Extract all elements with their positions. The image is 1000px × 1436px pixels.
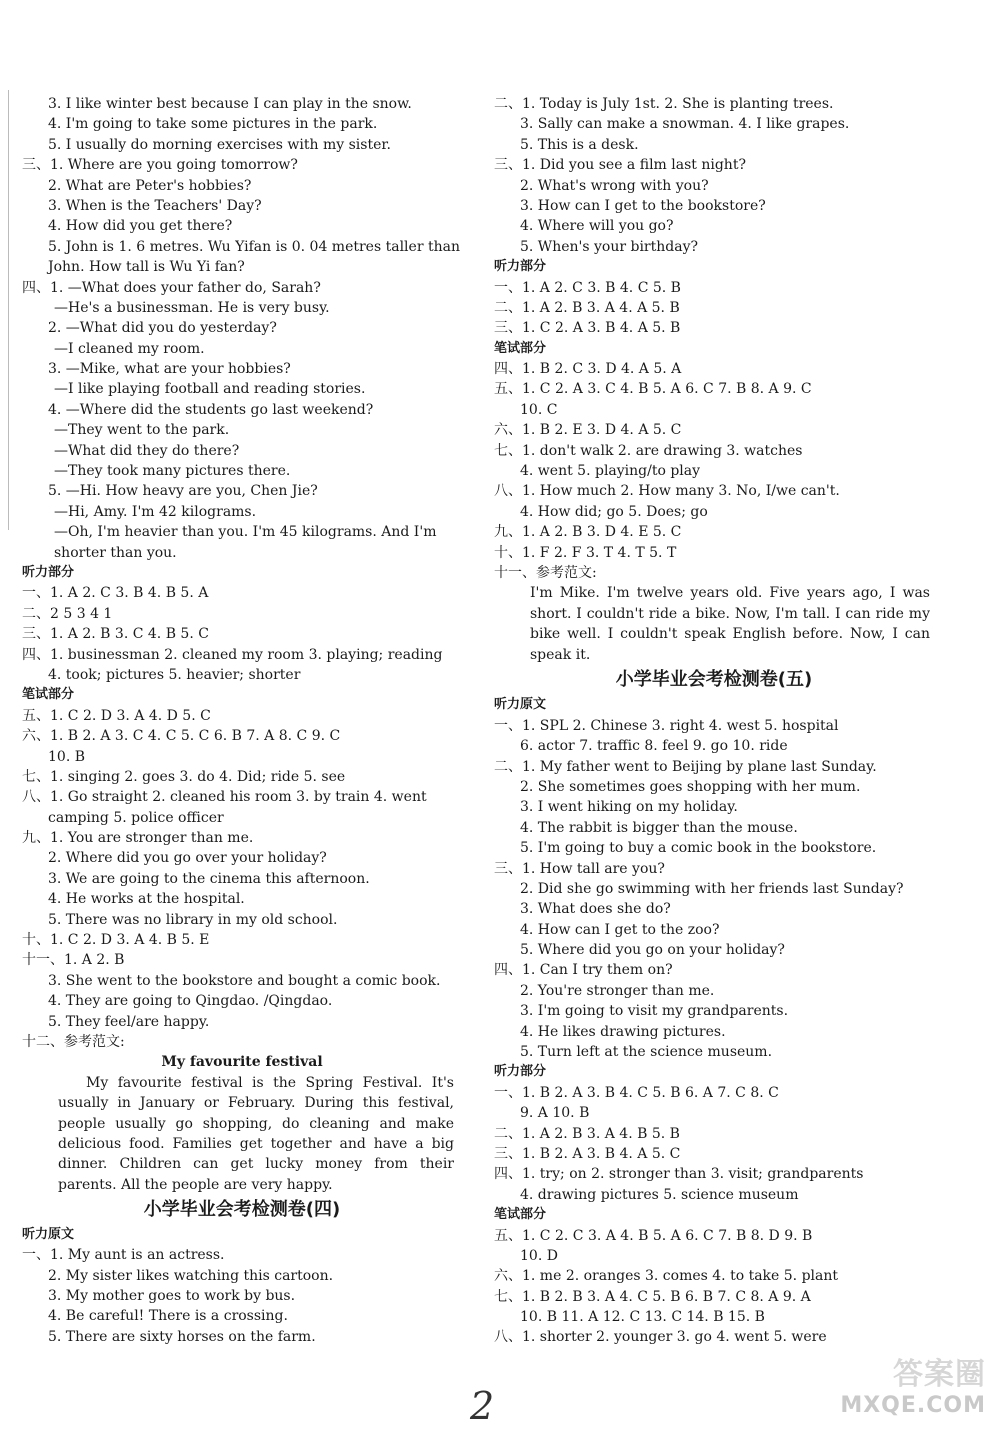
answer-line: 6. actor 7. traffic 8. feel 9. go 10. ride	[520, 738, 788, 755]
answer-line: 5. There was no library in my old school.	[48, 911, 338, 928]
answer-line: 5. —Hi. How heavy are you, Chen Jie?	[48, 483, 318, 500]
answer-line: 3. I like winter best because I can play in the snow.	[48, 96, 412, 112]
answer-line: 十、1. C 2. D 3. A 4. B 5. E	[22, 932, 210, 949]
answer-line: 一、1. My aunt is an actress.	[22, 1247, 225, 1264]
answer-line: 二、2 5 3 4 1	[22, 605, 113, 622]
answer-line: 5. This is a desk.	[520, 136, 639, 153]
answer-line: 八、1. How much 2. How many 3. No, I/we can't.	[494, 483, 840, 500]
answer-line: 5. I'm going to buy a comic book in the bookstore.	[520, 840, 877, 857]
answer-line: 四、1. B 2. C 3. D 4. A 5. A	[494, 361, 682, 378]
answer-line: 2. —What did you do yesterday?	[48, 320, 277, 337]
answer-line: 十一、1. A 2. B	[22, 952, 125, 969]
answer-line: 三、1. How tall are you?	[494, 860, 665, 877]
answer-line: 4. Be careful! There is a crossing.	[48, 1308, 288, 1325]
answer-line: shorter than you.	[54, 544, 177, 561]
answer-line: 10. B	[48, 748, 86, 765]
answer-line: 2. You're stronger than me.	[520, 982, 715, 999]
answer-line: 六、1. B 2. E 3. D 4. A 5. C	[494, 422, 682, 439]
essay-paragraph: My favourite festival is the Spring Festival. It's usually in January or February. During this festival, people usually go shopping, do cleaning and make delicious food. Families get together and have a big dinner. Children can get lucky money from their parents. All the people are very happy.	[58, 1074, 454, 1193]
answer-line: —I cleaned my room.	[54, 340, 205, 357]
answer-line: 2. What are Peter's hobbies?	[48, 177, 252, 194]
answer-line: 二、1. Today is July 1st. 2. She is planting trees.	[494, 96, 834, 112]
answer-line: —What did they do there?	[54, 442, 240, 459]
answer-line: —He's a businessman. He is very busy.	[54, 299, 330, 316]
section-heading: 听力部分	[494, 259, 547, 275]
right-column	[494, 94, 934, 1348]
section-heading: 笔试部分	[22, 687, 75, 703]
answer-line: 四、1. try; on 2. stronger than 3. visit; grandparents	[494, 1166, 864, 1183]
watermark-url: MXQE.COM	[840, 1393, 986, 1418]
essay-title: My favourite festival	[161, 1054, 323, 1071]
answer-line: —They took many pictures there.	[54, 463, 291, 480]
answer-line: 3. When is the Teachers' Day?	[48, 197, 262, 214]
answer-line: 十一、参考范文:	[494, 564, 597, 581]
answer-line: 5. John is 1. 6 metres. Wu Yifan is 0. 04 metres taller than	[48, 238, 460, 255]
answer-line: 5. When's your birthday?	[520, 238, 698, 255]
answer-line: 10. C	[520, 401, 558, 418]
answer-line: 2. She sometimes goes shopping with her mum.	[520, 778, 861, 795]
answer-line: 2. Where did you go over your holiday?	[48, 850, 327, 867]
section-heading: 听力部分	[494, 1064, 547, 1080]
answer-line: 九、1. A 2. B 3. D 4. E 5. C	[494, 524, 682, 541]
answer-line: 二、1. My father went to Beijing by plane last Sunday.	[494, 758, 877, 775]
answer-line: 3. How can I get to the bookstore?	[520, 197, 766, 214]
answer-line: 5. Where did you go on your holiday?	[520, 942, 785, 959]
page-number: 2	[470, 1384, 495, 1428]
answer-line: 三、1. B 2. A 3. B 4. A 5. C	[494, 1145, 681, 1162]
right-answer-lines	[494, 94, 934, 583]
answer-line: 4. Where will you go?	[520, 218, 674, 235]
answer-line: 5. Turn left at the science museum.	[520, 1044, 773, 1061]
answer-line: —They went to the park.	[54, 422, 230, 439]
answer-line: 七、1. singing 2. goes 3. do 4. Did; ride 5. see	[22, 768, 346, 785]
answer-line: 3. We are going to the cinema this afternoon.	[48, 870, 370, 887]
watermark-logo-text: 答案圈	[893, 1357, 986, 1392]
answer-line: 2. Did she go swimming with her friends last Sunday?	[520, 880, 904, 897]
answer-line: 四、1. businessman 2. cleaned my room 3. playing; reading	[22, 646, 443, 663]
answer-line: 4. went 5. playing/to play	[520, 463, 701, 480]
answer-line: 四、1. —What does your father do, Sarah?	[22, 279, 321, 296]
answer-line: 4. drawing pictures 5. science museum	[520, 1186, 799, 1203]
section-heading: 笔试部分	[494, 340, 547, 356]
answer-line: 3. My mother goes to work by bus.	[48, 1287, 296, 1304]
left-margin-rule	[8, 90, 9, 530]
section-heading: 听力部分	[22, 564, 75, 580]
answer-line: 九、1. You are stronger than me.	[22, 830, 254, 847]
answer-line: —I like playing football and reading stories.	[54, 381, 366, 398]
answer-line: 4. How can I get to the zoo?	[520, 921, 720, 938]
test-4-title: 小学毕业会考检测卷(四)	[143, 1198, 341, 1220]
answer-line: 4. —Where did the students go last weekend?	[48, 401, 374, 418]
section-heading: 笔试部分	[494, 1207, 547, 1223]
answer-line: 3. I'm going to visit my grandparents.	[520, 1003, 789, 1020]
answer-line: 十二、参考范文:	[22, 1033, 125, 1050]
answer-line: 三、1. A 2. B 3. C 4. B 5. C	[22, 626, 209, 643]
answer-line: 一、1. B 2. A 3. B 4. C 5. B 6. A 7. C 8. C	[494, 1084, 779, 1101]
test-5-lines	[494, 695, 934, 1348]
answer-line: 十、1. F 2. F 3. T 4. T 5. T	[494, 544, 677, 561]
answer-line: 4. I'm going to take some pictures in the park.	[48, 116, 378, 133]
section-heading: 听力原文	[22, 1226, 75, 1242]
answer-line: 3. What does she do?	[520, 901, 671, 918]
test-5-title: 小学毕业会考检测卷(五)	[615, 669, 813, 691]
answer-line: 六、1. B 2. A 3. C 4. C 5. C 6. B 7. A 8. C 9. C	[22, 728, 341, 745]
answer-line: 3. I went hiking on my holiday.	[520, 799, 738, 816]
answer-line: 五、1. C 2. C 3. A 4. B 5. A 6. C 7. B 8. D 9. B	[494, 1227, 813, 1244]
answer-line: 二、1. A 2. B 3. A 4. B 5. B	[494, 1125, 680, 1142]
answer-line: 3. Sally can make a snowman. 4. I like grapes.	[520, 116, 850, 133]
left-column	[22, 94, 462, 1347]
answer-line: —Hi, Amy. I'm 42 kilograms.	[54, 503, 257, 520]
answer-line: 9. A 10. B	[520, 1105, 590, 1122]
answer-line: 三、1. C 2. A 3. B 4. A 5. B	[494, 320, 681, 337]
answer-line: 10. D	[520, 1247, 558, 1264]
answer-line: 一、1. A 2. C 3. B 4. B 5. A	[22, 585, 209, 602]
answer-line: 4. He likes drawing pictures.	[520, 1023, 726, 1040]
answer-line: John. How tall is Wu Yi fan?	[48, 259, 245, 276]
answer-line: 五、1. C 2. A 3. C 4. B 5. A 6. C 7. B 8. A 9. C	[494, 381, 812, 398]
answer-line: 二、1. A 2. B 3. A 4. A 5. B	[494, 299, 680, 316]
answer-line: 4. How did; go 5. Does; go	[520, 503, 708, 520]
answer-line: 3. She went to the bookstore and bought a comic book.	[48, 972, 441, 989]
section-heading: 听力原文	[494, 697, 547, 713]
answer-line: 一、1. SPL 2. Chinese 3. right 4. west 5. hospital	[494, 717, 839, 734]
answer-line: 七、1. B 2. B 3. A 4. C 5. B 6. B 7. C 8. A 9. A	[494, 1288, 811, 1305]
answer-line: 3. —Mike, what are your hobbies?	[48, 361, 291, 378]
answer-line: 五、1. C 2. D 3. A 4. D 5. C	[22, 707, 211, 724]
answer-line: 2. My sister likes watching this cartoon.	[48, 1267, 334, 1284]
answer-line: 4. He works at the hospital.	[48, 891, 245, 908]
answer-line: 六、1. me 2. oranges 3. comes 4. to take 5. plant	[494, 1268, 839, 1285]
answer-line: 三、1. Where are you going tomorrow?	[22, 157, 298, 174]
answer-line: 5. There are sixty horses on the farm.	[48, 1328, 316, 1345]
answer-line: 一、1. A 2. C 3. B 4. C 5. B	[494, 279, 681, 296]
answer-line: 10. B 11. A 12. C 13. C 14. B 15. B	[520, 1309, 765, 1326]
answer-line: 4. took; pictures 5. heavier; shorter	[48, 666, 301, 683]
test-4-lines	[22, 1225, 462, 1347]
answer-line: 5. They feel/are happy.	[48, 1013, 210, 1030]
answer-line: camping 5. police officer	[48, 809, 224, 826]
left-answer-lines	[22, 94, 462, 1052]
answer-line: 三、1. Did you see a film last night?	[494, 157, 746, 174]
answer-line: 4. The rabbit is bigger than the mouse.	[520, 819, 798, 836]
answer-line: 八、1. shorter 2. younger 3. go 4. went 5. were	[494, 1329, 827, 1346]
site-watermark	[840, 1349, 986, 1418]
answer-line: 七、1. don't walk 2. are drawing 3. watches	[494, 442, 803, 459]
answer-line: 4. How did you get there?	[48, 218, 233, 235]
answer-line: 2. What's wrong with you?	[520, 177, 709, 194]
essay-paragraph-right: I'm Mike. I'm twelve years old. Five years ago, I was short. I couldn't ride a bike. Now, I'm tall. I can ride my bike well. I couldn't speak English before. Now, I can speak it.	[530, 585, 930, 663]
answer-line: 八、1. Go straight 2. cleaned his room 3. by train 4. went	[22, 789, 427, 806]
answer-line: —Oh, I'm heavier than you. I'm 45 kilograms. And I'm	[54, 524, 437, 541]
answer-line: 5. I usually do morning exercises with my sister.	[48, 136, 391, 153]
answer-line: 4. They are going to Qingdao. /Qingdao.	[48, 993, 333, 1010]
answer-line: 四、1. Can I try them on?	[494, 962, 673, 979]
